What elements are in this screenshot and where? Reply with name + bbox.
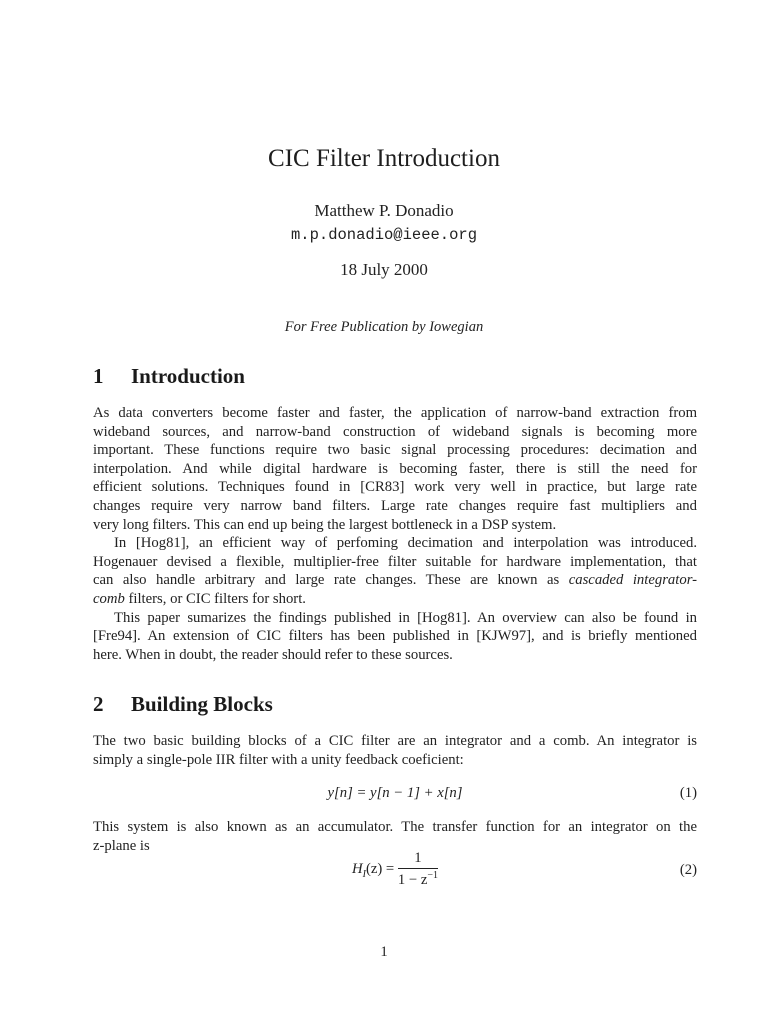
equation-body <box>93 850 697 889</box>
publication-date: 18 July 2000 <box>340 260 428 279</box>
emphasis-term: comb <box>93 590 125 607</box>
section-heading-building-blocks <box>93 692 273 717</box>
text-line: In [Hog81], an efficient way of perfoming decimation and interpolation was introduced. <box>114 535 697 552</box>
text-line: changes require very narrow band filters. Large rate changes require fast multipliers and <box>93 497 697 514</box>
text-line: wideband sources, and narrow-band construction of wideband signals is becoming more <box>93 423 697 440</box>
equation-1 <box>93 785 697 805</box>
equation-fraction <box>398 850 438 889</box>
section-title: Introduction <box>131 364 245 388</box>
text-line: very long filters. This can end up being the largest bottleneck in a DSP system. <box>93 516 557 533</box>
fraction-denominator <box>398 869 438 889</box>
section-title: Building Blocks <box>131 692 273 716</box>
fraction-numerator: 1 <box>398 850 438 869</box>
text-line: important. These functions require two basic signal processing procedures: decimation and <box>93 442 697 459</box>
author-email: m.p.donadio@ieee.org <box>290 226 478 244</box>
text-line: z-plane is <box>93 837 150 854</box>
emphasis-term: cascaded integrator- <box>568 572 698 589</box>
text-line: As data converters become faster and faster, the application of narrow-band extraction from <box>93 405 697 421</box>
publication-note: For Free Publication by Iowegian <box>284 319 484 335</box>
denominator-text: 1 − z <box>397 871 428 888</box>
equation-number: (1) <box>679 785 697 801</box>
page-number: 1 <box>380 944 388 960</box>
blocks-paragraph-1 <box>93 732 697 769</box>
text-line: [Fre94]. An extension of CIC filters has been published in [KJW97], and is briefly mentioned <box>93 628 697 645</box>
text-line: The two basic building blocks of a CIC filter are an integrator and a comb. An integrator is <box>93 733 697 749</box>
equation-argument: (z) = <box>365 860 395 877</box>
author-name: Matthew P. Donadio <box>314 201 454 220</box>
text-line: This paper sumarizes the findings published in [Hog81]. An overview can also be found in <box>114 609 697 626</box>
text-line: here. When in doubt, the reader should refer to these sources. <box>93 646 453 663</box>
text-line: This system is also known as an accumulator. The transfer function for an integrator on the <box>93 819 697 835</box>
text-segment: filters, or CIC filters for short. <box>124 590 306 607</box>
text-line <box>93 590 697 609</box>
equation-body: y[n] = y[n − 1] + x[n] <box>327 785 463 801</box>
equation-subscript: I <box>362 868 366 880</box>
equation-lhs: H <box>351 860 363 877</box>
text-line: simply a single-pole IIR filter with a unity feedback coeficient: <box>93 751 464 768</box>
intro-paragraph-1 <box>93 404 697 664</box>
denominator-exponent: −1 <box>427 870 439 881</box>
text-line: efficient solutions. Techniques found in [CR83] work very well in practice, but large rate <box>93 479 697 496</box>
equation-2 <box>93 850 697 890</box>
text-line: Hogenauer devised a flexible, multiplier-free filter suitable for hardware implementation, that <box>93 553 697 570</box>
text-line: interpolation. And while digital hardware is becoming faster, there is still the need for <box>93 460 697 477</box>
section-number: 1 <box>93 364 104 388</box>
text-segment: can also handle arbitrary and large rate changes. These are known as <box>93 572 569 589</box>
equation-number: (2) <box>679 862 697 878</box>
paper-title: CIC Filter Introduction <box>268 145 500 172</box>
section-heading-introduction <box>93 364 245 389</box>
text-line <box>93 571 697 590</box>
section-number: 2 <box>93 692 104 716</box>
